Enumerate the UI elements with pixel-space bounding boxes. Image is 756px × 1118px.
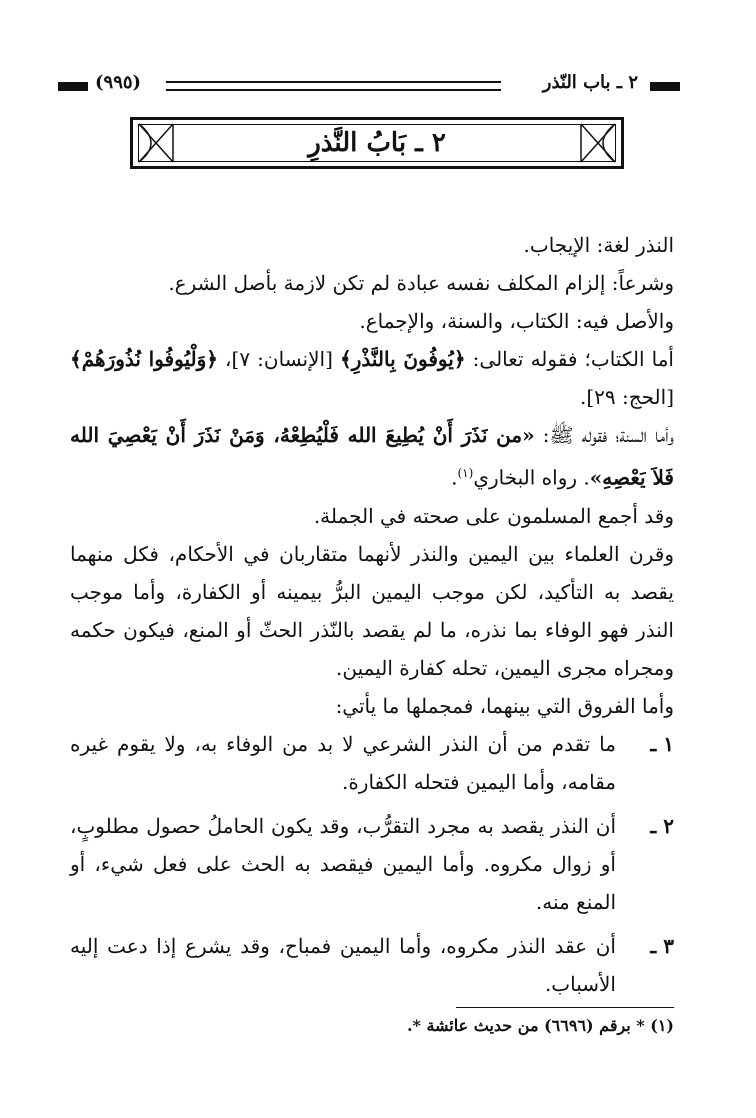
hadith-text: «من نَذَرَ أَنْ يُطِيعَ الله فَلْيُطِعْهُ، وَمَنْ نَذَرَ أَنْ يَعْصِيَ الله فَلاَ يَعْصِهِ» (70, 423, 674, 490)
main-text (70, 226, 674, 1003)
consensus: وقد أجمع المسلمون على صحته في الجملة. (313, 503, 674, 528)
list-number: ١ ـ (650, 731, 674, 756)
differences-intro: وأما الفروق التي بينهما، فمجملها ما يأتي: (335, 693, 674, 718)
list-number: ٢ ـ (650, 813, 674, 838)
quran-verse-1: ﴿يُوفُونَ بِالنَّذْرِ﴾ (339, 347, 466, 371)
header-rule (166, 81, 501, 91)
definition-linguistic: النذر لغة: الإيجاب. (523, 233, 674, 257)
sunnah-evidence: وأما السنة؛ فقوله ﷺ: «من نَذَرَ أَنْ يُطِيعَ الله فَلْيُطِعْهُ، وَمَنْ نَذَرَ أَنْ يَعْصِيَ الله فَلاَ يَعْصِهِ». رواه البخاري$^{(١)}$. (70, 423, 674, 490)
footnote-separator (456, 1007, 674, 1008)
footnote: (١) * برقم (٦٦٩٦) من حديث عائشة *. (406, 1016, 674, 1035)
list-item (70, 927, 674, 1003)
quran-verse-2: ﴿وَلْيُوفُوا نُذُورَهُمْ﴾ (70, 347, 218, 371)
oath-vow-comparison: وقرن العلماء بين اليمين والنذر لأنهما متقاربان في الأحكام، فكل منهما يقصد به التأكيد، لكن موجب اليمين البرُّ بيمينه أو الكفارة، وأما موجب النذر فهو الوفاء بما نذره، ما لم يقصد بالنّذر الحثّ أو المنع، فيكون حكمه ومجراه مجرى اليمين، تحله كفارة اليمين. (70, 541, 674, 680)
page-number: (٩٩٥) (95, 72, 142, 93)
list-text: ما تقدم من أن النذر الشرعي لا بد من الوفاء به، ولا يقوم غيره مقامه، وأما اليمين فتحله الكفارة. (70, 731, 616, 794)
list-number: ٣ ـ (650, 933, 674, 958)
list-item (70, 725, 674, 801)
running-header (58, 72, 680, 98)
list-text: أن عقد النذر مكروه، وأما اليمين فمباح، وقد يشرع إذا دعت إليه الأسباب. (70, 933, 616, 996)
sources-intro: والأصل فيه: الكتاب، والسنة، والإجماع. (359, 309, 674, 333)
definition-legal: وشرعاً: إلزام المكلف نفسه عبادة لم تكن لازمة بأصل الشرع. (168, 271, 674, 295)
section-title-frame (130, 117, 624, 169)
list-text: أن النذر يقصد به مجرد التقرُّب، وقد يكون الحاملُ حصول مطلوبٍ، أو زوال مكروه. وأما اليمين فيقصد به الحث على فعل شيء، أو المنع منه. (70, 813, 616, 914)
chapter-title: ٢ ـ باب النّذر (542, 72, 638, 93)
footnote-ref: (١) (457, 466, 474, 480)
header-bar-left (58, 82, 88, 91)
list-item (70, 807, 674, 921)
quran-evidence: أما الكتاب؛ فقوله تعالى: ﴿يُوفُونَ بِالنَّذْرِ﴾ [الإنسان: ٧]، ﴿وَلْيُوفُوا نُذُورَهُمْ﴾ [الحج: ٢٩]. (70, 347, 674, 409)
section-title: ٢ ـ بَابُ النَّذرِ (308, 128, 446, 158)
header-bar-right (650, 82, 680, 91)
